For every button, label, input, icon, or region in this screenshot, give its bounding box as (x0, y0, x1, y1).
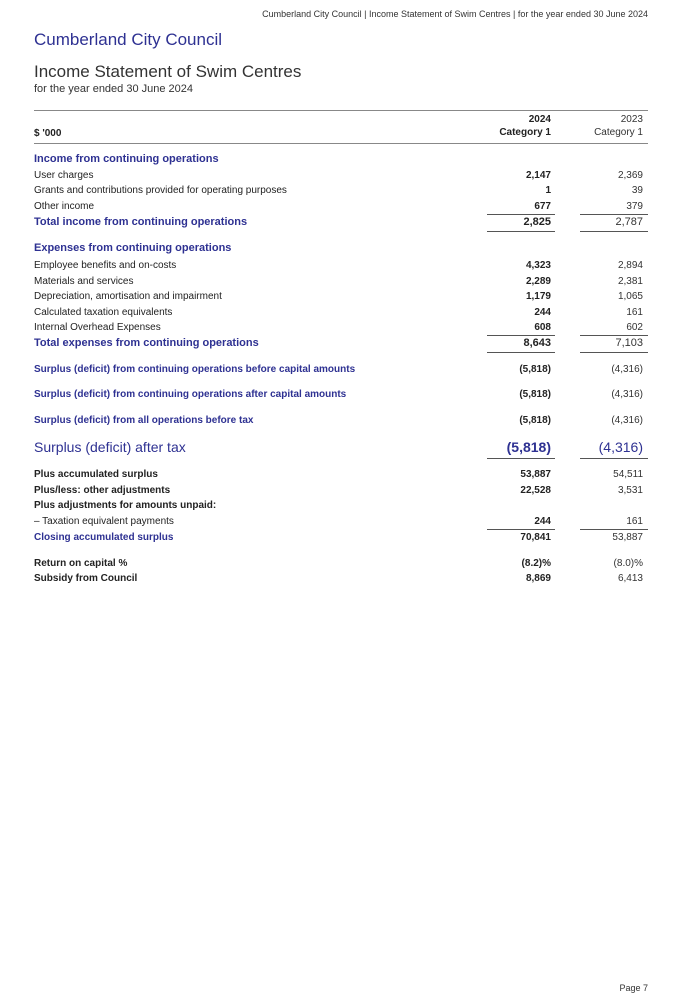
table-row (34, 571, 648, 586)
value-2024: (5,818) (519, 389, 551, 400)
value-2023: (4,316) (611, 389, 643, 400)
row-label: – Taxation equivalent payments (34, 516, 174, 527)
row-label: Employee benefits and on-costs (34, 260, 177, 271)
table-row (34, 199, 648, 214)
surplus-label: Surplus (deficit) from all operations before tax (34, 415, 254, 426)
total-rule (487, 352, 555, 353)
total-rule (580, 231, 648, 232)
table-row (34, 483, 648, 498)
closing-surplus-row (34, 530, 648, 545)
value-2023: 161 (626, 307, 643, 318)
surplus-row (34, 387, 648, 402)
col-2024-year: 2024 (528, 114, 551, 125)
value-2023: 2,369 (617, 170, 643, 181)
closing-surplus-label: Closing accumulated surplus (34, 532, 174, 543)
table-row (34, 320, 648, 335)
value-2024: 244 (534, 516, 551, 527)
value-2024: 2,147 (525, 170, 551, 181)
value-2024: (5,818) (519, 364, 551, 375)
value-2024: 70,841 (520, 532, 551, 543)
surplus-after-tax-2024: (5,818) (506, 439, 551, 455)
value-2024: 244 (534, 307, 551, 318)
value-2024: 8,869 (525, 573, 551, 584)
income-heading-row (34, 152, 648, 167)
surplus-after-tax-row (34, 437, 648, 457)
surplus-row (34, 362, 648, 377)
expenses-total-row (34, 336, 648, 351)
income-total-2023: 2,787 (615, 216, 643, 228)
row-label: Materials and services (34, 276, 134, 287)
table-row (34, 467, 648, 482)
surplus-row (34, 413, 648, 428)
value-2024: 677 (534, 201, 551, 212)
expenses-total-2023: 7,103 (615, 337, 643, 349)
table-row (34, 289, 648, 304)
expenses-heading-row (34, 241, 648, 256)
value-2023: 2,894 (617, 260, 643, 271)
surplus-label: Surplus (deficit) from continuing operations before capital amounts (34, 364, 356, 375)
value-2024: 4,323 (525, 260, 551, 271)
row-label: Other income (34, 201, 95, 212)
value-2024: (5,818) (519, 415, 551, 426)
value-2023: 379 (626, 201, 643, 212)
unit-label: $ '000 (34, 128, 62, 139)
table-row (34, 514, 648, 529)
income-total-label: Total income from continuing operations (34, 216, 248, 228)
value-2023: 3,531 (617, 485, 643, 496)
value-2024: 53,887 (520, 469, 551, 480)
income-heading: Income from continuing operations (34, 153, 219, 165)
page-title: Income Statement of Swim Centres (34, 62, 302, 81)
organisation-name: Cumberland City Council (34, 30, 223, 49)
column-header-category-row (34, 126, 648, 141)
table-row (34, 556, 648, 571)
value-2024: 1,179 (525, 291, 551, 302)
value-2023: 1,065 (617, 291, 643, 302)
col-2023-category: Category 1 (594, 127, 643, 138)
row-label: Grants and contributions provided for operating purposes (34, 185, 287, 196)
value-2023: 39 (631, 185, 643, 196)
row-label: Return on capital % (34, 558, 128, 569)
total-rule (580, 458, 648, 459)
row-label: Internal Overhead Expenses (34, 322, 161, 333)
value-2023: (4,316) (611, 415, 643, 426)
page-subtitle: for the year ended 30 June 2024 (34, 83, 194, 95)
value-2023: (8.0)% (613, 558, 643, 569)
surplus-after-tax-label: Surplus (deficit) after tax (34, 439, 186, 455)
value-2023: 53,887 (612, 532, 643, 543)
value-2024: (8.2)% (521, 558, 551, 569)
value-2024: 1 (545, 185, 551, 196)
row-label: User charges (34, 170, 94, 181)
expenses-total-2024: 8,643 (523, 337, 551, 349)
table-row (34, 274, 648, 289)
value-2024: 608 (534, 322, 551, 333)
surplus-after-tax-2023: (4,316) (598, 439, 643, 455)
total-rule (487, 458, 555, 459)
expenses-total-label: Total expenses from continuing operations (34, 337, 259, 349)
surplus-label: Surplus (deficit) from continuing operations after capital amounts (34, 389, 347, 400)
value-2023: 6,413 (617, 573, 643, 584)
row-label: Calculated taxation equivalents (34, 307, 173, 318)
header-bottom-rule (34, 143, 648, 144)
income-total-2024: 2,825 (523, 216, 551, 228)
table-row (34, 258, 648, 273)
table-top-rule (34, 110, 648, 111)
table-row (34, 498, 648, 513)
table-row (34, 305, 648, 320)
total-rule (487, 231, 555, 232)
col-2023-year: 2023 (620, 114, 643, 125)
value-2023: 54,511 (613, 469, 643, 480)
expenses-heading: Expenses from continuing operations (34, 242, 232, 254)
row-label: Plus adjustments for amounts unpaid: (34, 500, 217, 511)
income-total-row (34, 215, 648, 230)
value-2023: 161 (626, 516, 643, 527)
value-2023: 602 (626, 322, 643, 333)
value-2024: 2,289 (525, 276, 551, 287)
row-label: Plus accumulated surplus (34, 469, 158, 480)
total-rule (580, 352, 648, 353)
row-label: Depreciation, amortisation and impairment (34, 291, 222, 302)
value-2023: (4,316) (611, 364, 643, 375)
col-2024-category: Category 1 (499, 127, 551, 138)
value-2024: 22,528 (520, 485, 551, 496)
page-number: Page 7 (619, 983, 648, 993)
value-2023: 2,381 (617, 276, 643, 287)
row-label: Subsidy from Council (34, 573, 138, 584)
table-row (34, 168, 648, 183)
running-header: Cumberland City Council | Income Statement of Swim Centres | for the year ended 30 June 2024 (262, 9, 648, 19)
row-label: Plus/less: other adjustments (34, 485, 171, 496)
table-row (34, 183, 648, 198)
